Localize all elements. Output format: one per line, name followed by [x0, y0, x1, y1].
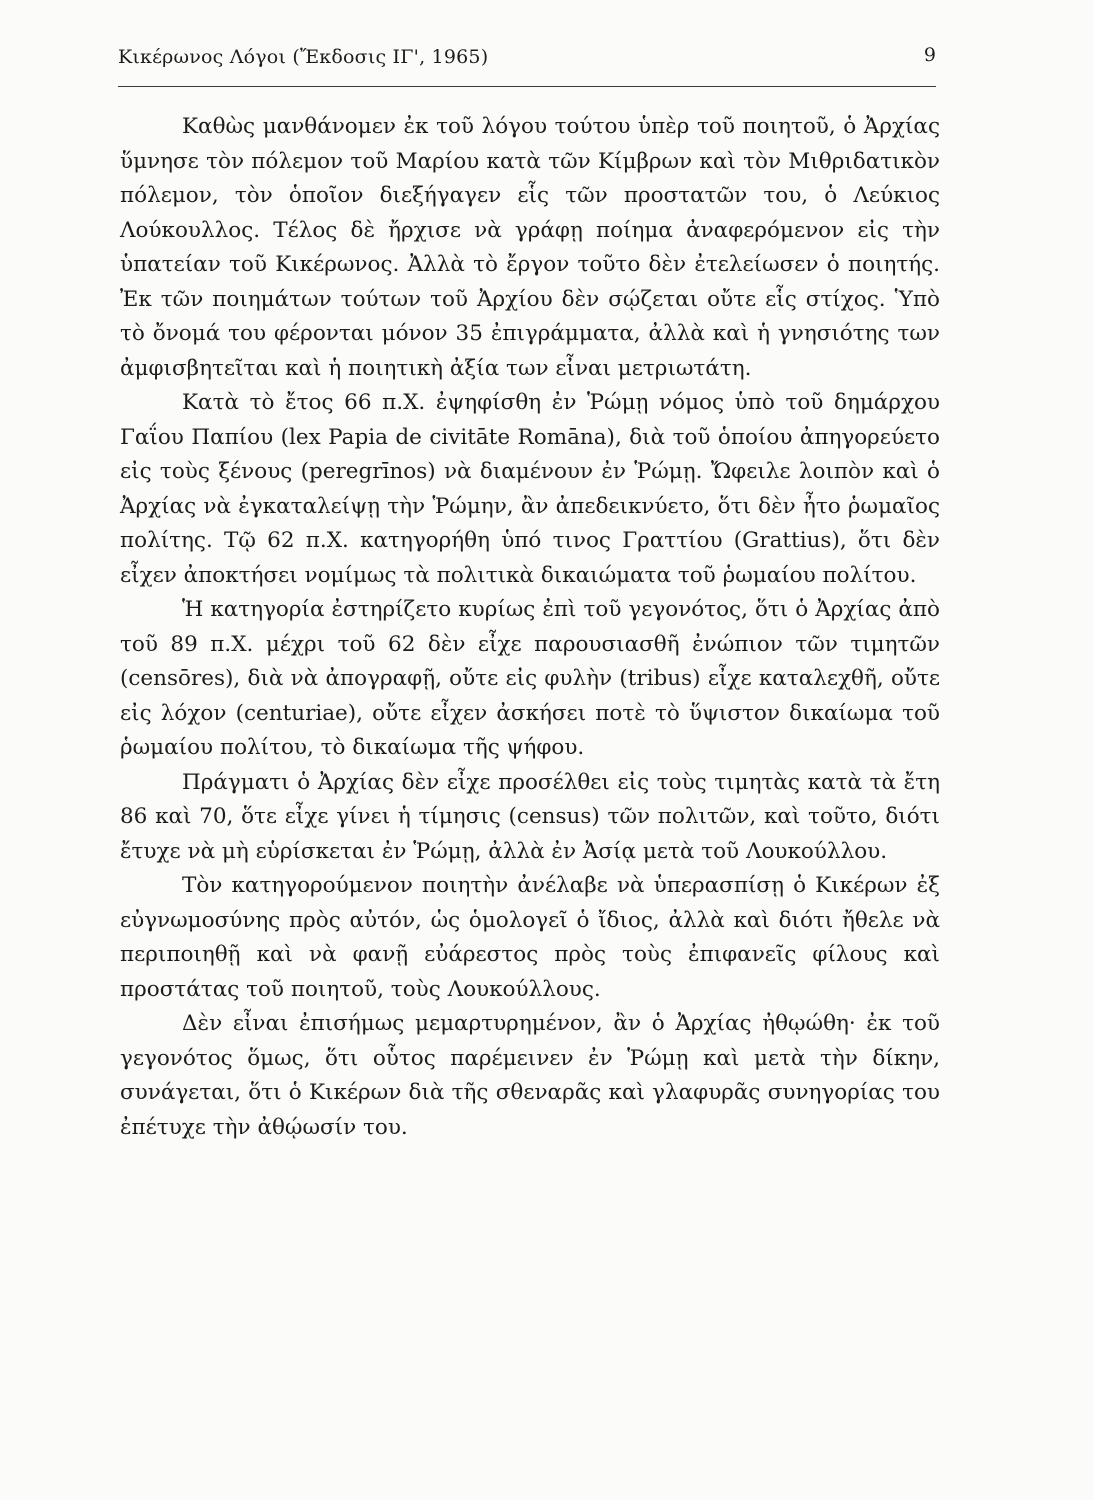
paragraph: Καθὼς μανθάνομεν ἐκ τοῦ λόγου τούτου ὑπὲρ τοῦ ποιητοῦ, ὁ Ἀρχίας ὕμνησε τὸν πόλεμον τοῦ Μαρίου κατὰ τῶν Κίμβρων καὶ τὸν Μιθριδατικὸν πόλεμον, τὸν ὁποῖον διεξήγαγεν εἷς τῶν προστατῶν του, ὁ Λεύκιος Λούκουλλος. Τέλος δὲ ἤρχισε νὰ γράφῃ ποίημα ἀναφερόμενον εἰς τὴν ὑπατείαν τοῦ Κικέρωνος. Ἀλλὰ τὸ ἔργον τοῦτο δὲν ἐτελείωσεν ὁ ποιητής. Ἐκ τῶν ποιημάτων τούτων τοῦ Ἀρχίου δὲν σῴζεται οὔτε εἷς στίχος. Ὑπὸ τὸ ὄνομά του φέρονται μόνον 35 ἐπιγράμματα, ἀλλὰ καὶ ἡ γνησιότης των ἀμφισβητεῖται καὶ ἡ ποιητικὴ ἀξία των εἶναι μετριωτάτη.	[120, 114, 940, 381]
paragraph: Πράγματι ὁ Ἀρχίας δὲν εἶχε προσέλθει εἰς τοὺς τιμητὰς κατὰ τὰ ἔτη 86 καὶ 70, ὅτε εἶχε γίνει ἡ τίμησις (census) τῶν πολιτῶν, καὶ τοῦτο, διότι ἔτυχε νὰ μὴ εὑρίσκεται ἐν Ῥώμῃ, ἀλλὰ ἐν Ἀσίᾳ μετὰ τοῦ Λουκούλλου.	[120, 769, 940, 864]
paragraph: Κατὰ τὸ ἔτος 66 π.Χ. ἐψηφίσθη ἐν Ῥώμῃ νόμος ὑπὸ τοῦ δημάρχου Γαΐου Παπίου (lex Papia de civitāte Romāna), διὰ τοῦ ὁποίου ἀπηγορεύετο εἰς τοὺς ξένους (peregrīnos) νὰ διαμένουν ἐν Ῥώμῃ. Ὤφειλε λοιπὸν καὶ ὁ Ἀρχίας νὰ ἐγκαταλείψῃ τὴν Ῥώμην, ἂν ἀπεδεικνύετο, ὅτι δὲν ἦτο ῥωμαῖος πολίτης. Τῷ 62 π.Χ. κατηγορήθη ὑπό τινος Γραττίου (Grattius), ὅτι δὲν εἶχεν ἀποκτήσει νομίμως τὰ πολιτικὰ δικαιώματα τοῦ ῥωμαίου πολίτου.	[120, 390, 940, 588]
paragraph: Δὲν εἶναι ἐπισήμως μεμαρτυρημένον, ἂν ὁ Ἀρχίας ἠθῳώθη· ἐκ τοῦ γεγονότος ὅμως, ὅτι οὗτος παρέμεινεν ἐν Ῥώμῃ καὶ μετὰ τὴν δίκην, συνάγεται, ὅτι ὁ Κικέρων διὰ τῆς σθεναρᾶς καὶ γλαφυρᾶς συνηγορίας του ἐπέτυχε τὴν ἀθῴωσίν του.	[120, 1011, 940, 1140]
page-number: 9	[923, 44, 936, 66]
page-header	[118, 46, 936, 87]
paragraph: Ἡ κατηγορία ἐστηρίζετο κυρίως ἐπὶ τοῦ γεγονότος, ὅτι ὁ Ἀρχίας ἀπὸ τοῦ 89 π.Χ. μέχρι τοῦ 62 δὲν εἶχε παρουσιασθῆ ἐνώπιον τῶν τιμητῶν (censōres), διὰ νὰ ἀπογραφῇ, οὔτε εἰς φυλὴν (tribus) εἶχε καταλεχθῆ, οὔτε εἰς λόχον (centuriae), οὔτε εἶχεν ἀσκήσει ποτὲ τὸ ὕψιστον δικαίωμα τοῦ ῥωμαίου πολίτου, τὸ δικαίωμα τῆς ψήφου.	[120, 597, 940, 760]
body-text	[120, 110, 940, 1145]
paragraph: Τὸν κατηγορούμενον ποιητὴν ἀνέλαβε νὰ ὑπερασπίσῃ ὁ Κικέρων ἐξ εὐγνωμοσύνης πρὸς αὐτόν, ὡς ὁμολογεῖ ὁ ἴδιος, ἀλλὰ καὶ διότι ἤθελε νὰ περιποιηθῇ καὶ νὰ φανῇ εὐάρεστος πρὸς τοὺς ἐπιφανεῖς φίλους καὶ προστάτας τοῦ ποιητοῦ, τοὺς Λουκούλλους.	[120, 873, 940, 1002]
running-head: Κικέρωνος Λόγοι (Ἔκδοσις ΙΓ', 1965)	[118, 46, 489, 68]
